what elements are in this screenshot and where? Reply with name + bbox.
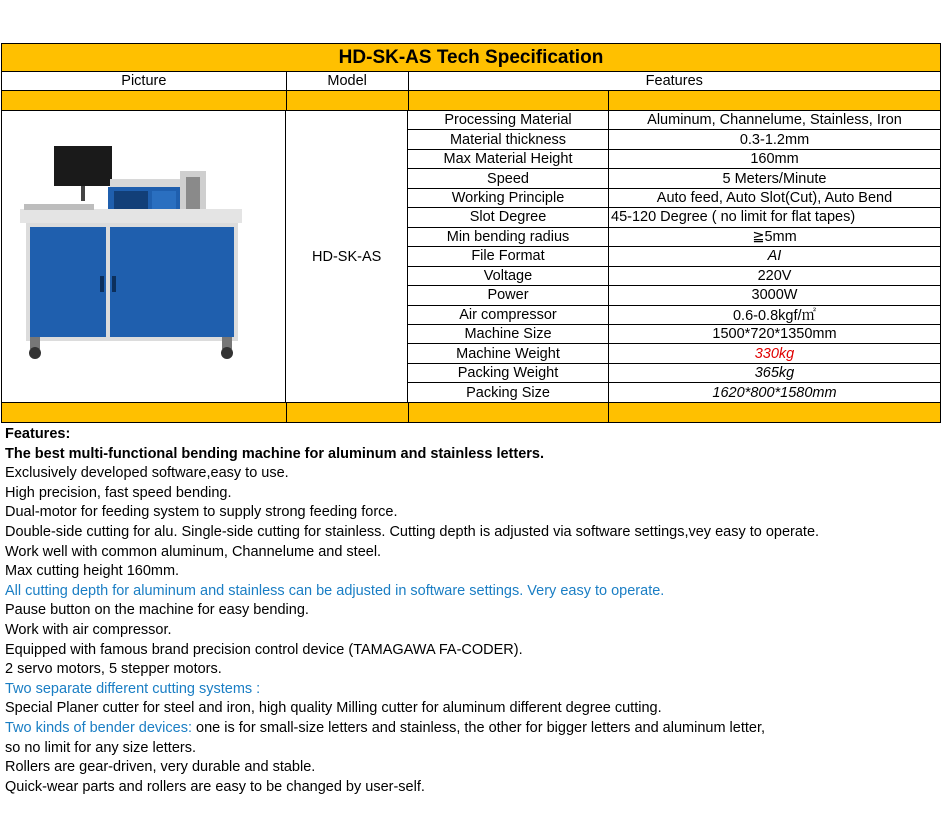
feature-line: Work well with common aluminum, Channelume and steel. (5, 543, 382, 560)
feature-line: 2 servo motors, 5 stepper motors. (5, 661, 222, 678)
table-row (408, 208, 941, 227)
yellow-cell (609, 91, 941, 111)
table-row (408, 306, 941, 325)
features-heading: Features: (5, 426, 71, 442)
feature-line: Double-side cutting for alu. Single-side cutting for stainless. Cutting depth is adjusted via software settings,vey easy to operate. (5, 523, 820, 540)
spec-value: 0.6-0.8kgf/㎡ (609, 306, 941, 325)
yellow-cell (609, 403, 941, 423)
spec-value: 330kg (609, 344, 941, 363)
spec-label: Power (408, 286, 609, 305)
spec-label: Working Principle (408, 189, 609, 208)
table-row (408, 247, 941, 266)
yellow-cell (2, 403, 287, 423)
spec-table (1, 43, 941, 423)
model-cell: HD-SK-AS (286, 111, 408, 403)
machine-picture (2, 111, 285, 401)
table-row (408, 344, 941, 363)
title-row (1, 43, 941, 72)
header-features: Features (409, 72, 941, 91)
spec-value: 1620*800*1580mm (609, 383, 941, 402)
table-row (408, 325, 941, 344)
feature-line (5, 719, 935, 739)
table-row (408, 364, 941, 383)
spec-value: Aluminum, Channelume, Stainless, Iron (609, 111, 941, 130)
feature-line-highlight: All cutting depth for aluminum and stainless can be adjusted in software settings. Very easy to operate. (5, 582, 665, 599)
feature-highlight: Two kinds of bender devices: (5, 719, 192, 736)
feature-line: Work with air compressor. (5, 621, 172, 638)
table-row (408, 267, 941, 286)
spec-value: 220V (609, 267, 941, 286)
spec-label: Min bending radius (408, 228, 609, 247)
feature-line: Dual-motor for feeding system to supply strong feeding force. (5, 504, 398, 521)
header-model: Model (287, 72, 409, 91)
spec-value: 0.3-1.2mm (609, 130, 941, 149)
feature-line: Pause button on the machine for easy bending. (5, 602, 309, 619)
yellow-row-bottom (1, 403, 941, 423)
specs-column (408, 111, 941, 403)
table-row (408, 286, 941, 305)
spec-value: 1500*720*1350mm (609, 325, 941, 344)
header-picture: Picture (2, 72, 287, 91)
spec-value: Auto feed, Auto Slot(Cut), Auto Bend (609, 189, 941, 208)
spec-label: File Format (408, 247, 609, 266)
yellow-cell (287, 403, 409, 423)
spec-label: Machine Size (408, 325, 609, 344)
feature-text: one is for small-size letters and stainless, the other for bigger letters and aluminum letter, (192, 719, 766, 736)
yellow-cell (409, 403, 610, 423)
feature-line: Quick-wear parts and rollers are easy to be changed by user-self. (5, 778, 425, 795)
header-row (1, 72, 941, 91)
features-subheading: The best multi-functional bending machine for aluminum and stainless letters. (5, 445, 544, 462)
spec-value: 45-120 Degree ( no limit for flat tapes) (609, 208, 941, 227)
spec-label: Speed (408, 169, 609, 188)
feature-line: High precision, fast speed bending. (5, 484, 232, 501)
feature-line: so no limit for any size letters. (5, 739, 196, 756)
spec-value: 5 Meters/Minute (609, 169, 941, 188)
spec-value: AI (609, 247, 941, 266)
feature-line: Exclusively developed software,easy to use. (5, 465, 289, 482)
spec-value: 160mm (609, 150, 941, 169)
spec-label: Material thickness (408, 130, 609, 149)
feature-line: Special Planer cutter for steel and iron, high quality Milling cutter for aluminum different degree cutting. (5, 700, 662, 717)
spec-value: 3000W (609, 286, 941, 305)
table-row (408, 130, 941, 149)
spec-label: Packing Weight (408, 364, 609, 383)
feature-line: Rollers are gear-driven, very durable and stable. (5, 759, 316, 776)
table-row (408, 228, 941, 247)
table-row (408, 111, 941, 130)
table-row (408, 383, 941, 402)
table-title: HD-SK-AS Tech Specification (2, 44, 941, 72)
yellow-cell (287, 91, 409, 111)
spec-label: Voltage (408, 267, 609, 286)
yellow-row-top (1, 91, 941, 111)
table-row (408, 150, 941, 169)
spec-value: 365kg (609, 364, 941, 383)
feature-line: Equipped with famous brand precision control device (TAMAGAWA FA-CODER). (5, 641, 523, 658)
spec-body (1, 111, 941, 403)
yellow-cell (2, 91, 287, 111)
table-row (408, 169, 941, 188)
spec-label: Slot Degree (408, 208, 609, 227)
feature-line-highlight: Two separate different cutting systems : (5, 680, 261, 697)
spec-label: Machine Weight (408, 344, 609, 363)
feature-line: Max cutting height 160mm. (5, 563, 180, 580)
spec-label: Air compressor (408, 306, 609, 325)
yellow-cell (409, 91, 610, 111)
spec-label: Max Material Height (408, 150, 609, 169)
machine-picture-cell (2, 111, 286, 403)
features-section (5, 425, 935, 797)
spec-value: ≧5mm (609, 228, 941, 247)
spec-label: Processing Material (408, 111, 609, 130)
table-row (408, 189, 941, 208)
spec-label: Packing Size (408, 383, 609, 402)
